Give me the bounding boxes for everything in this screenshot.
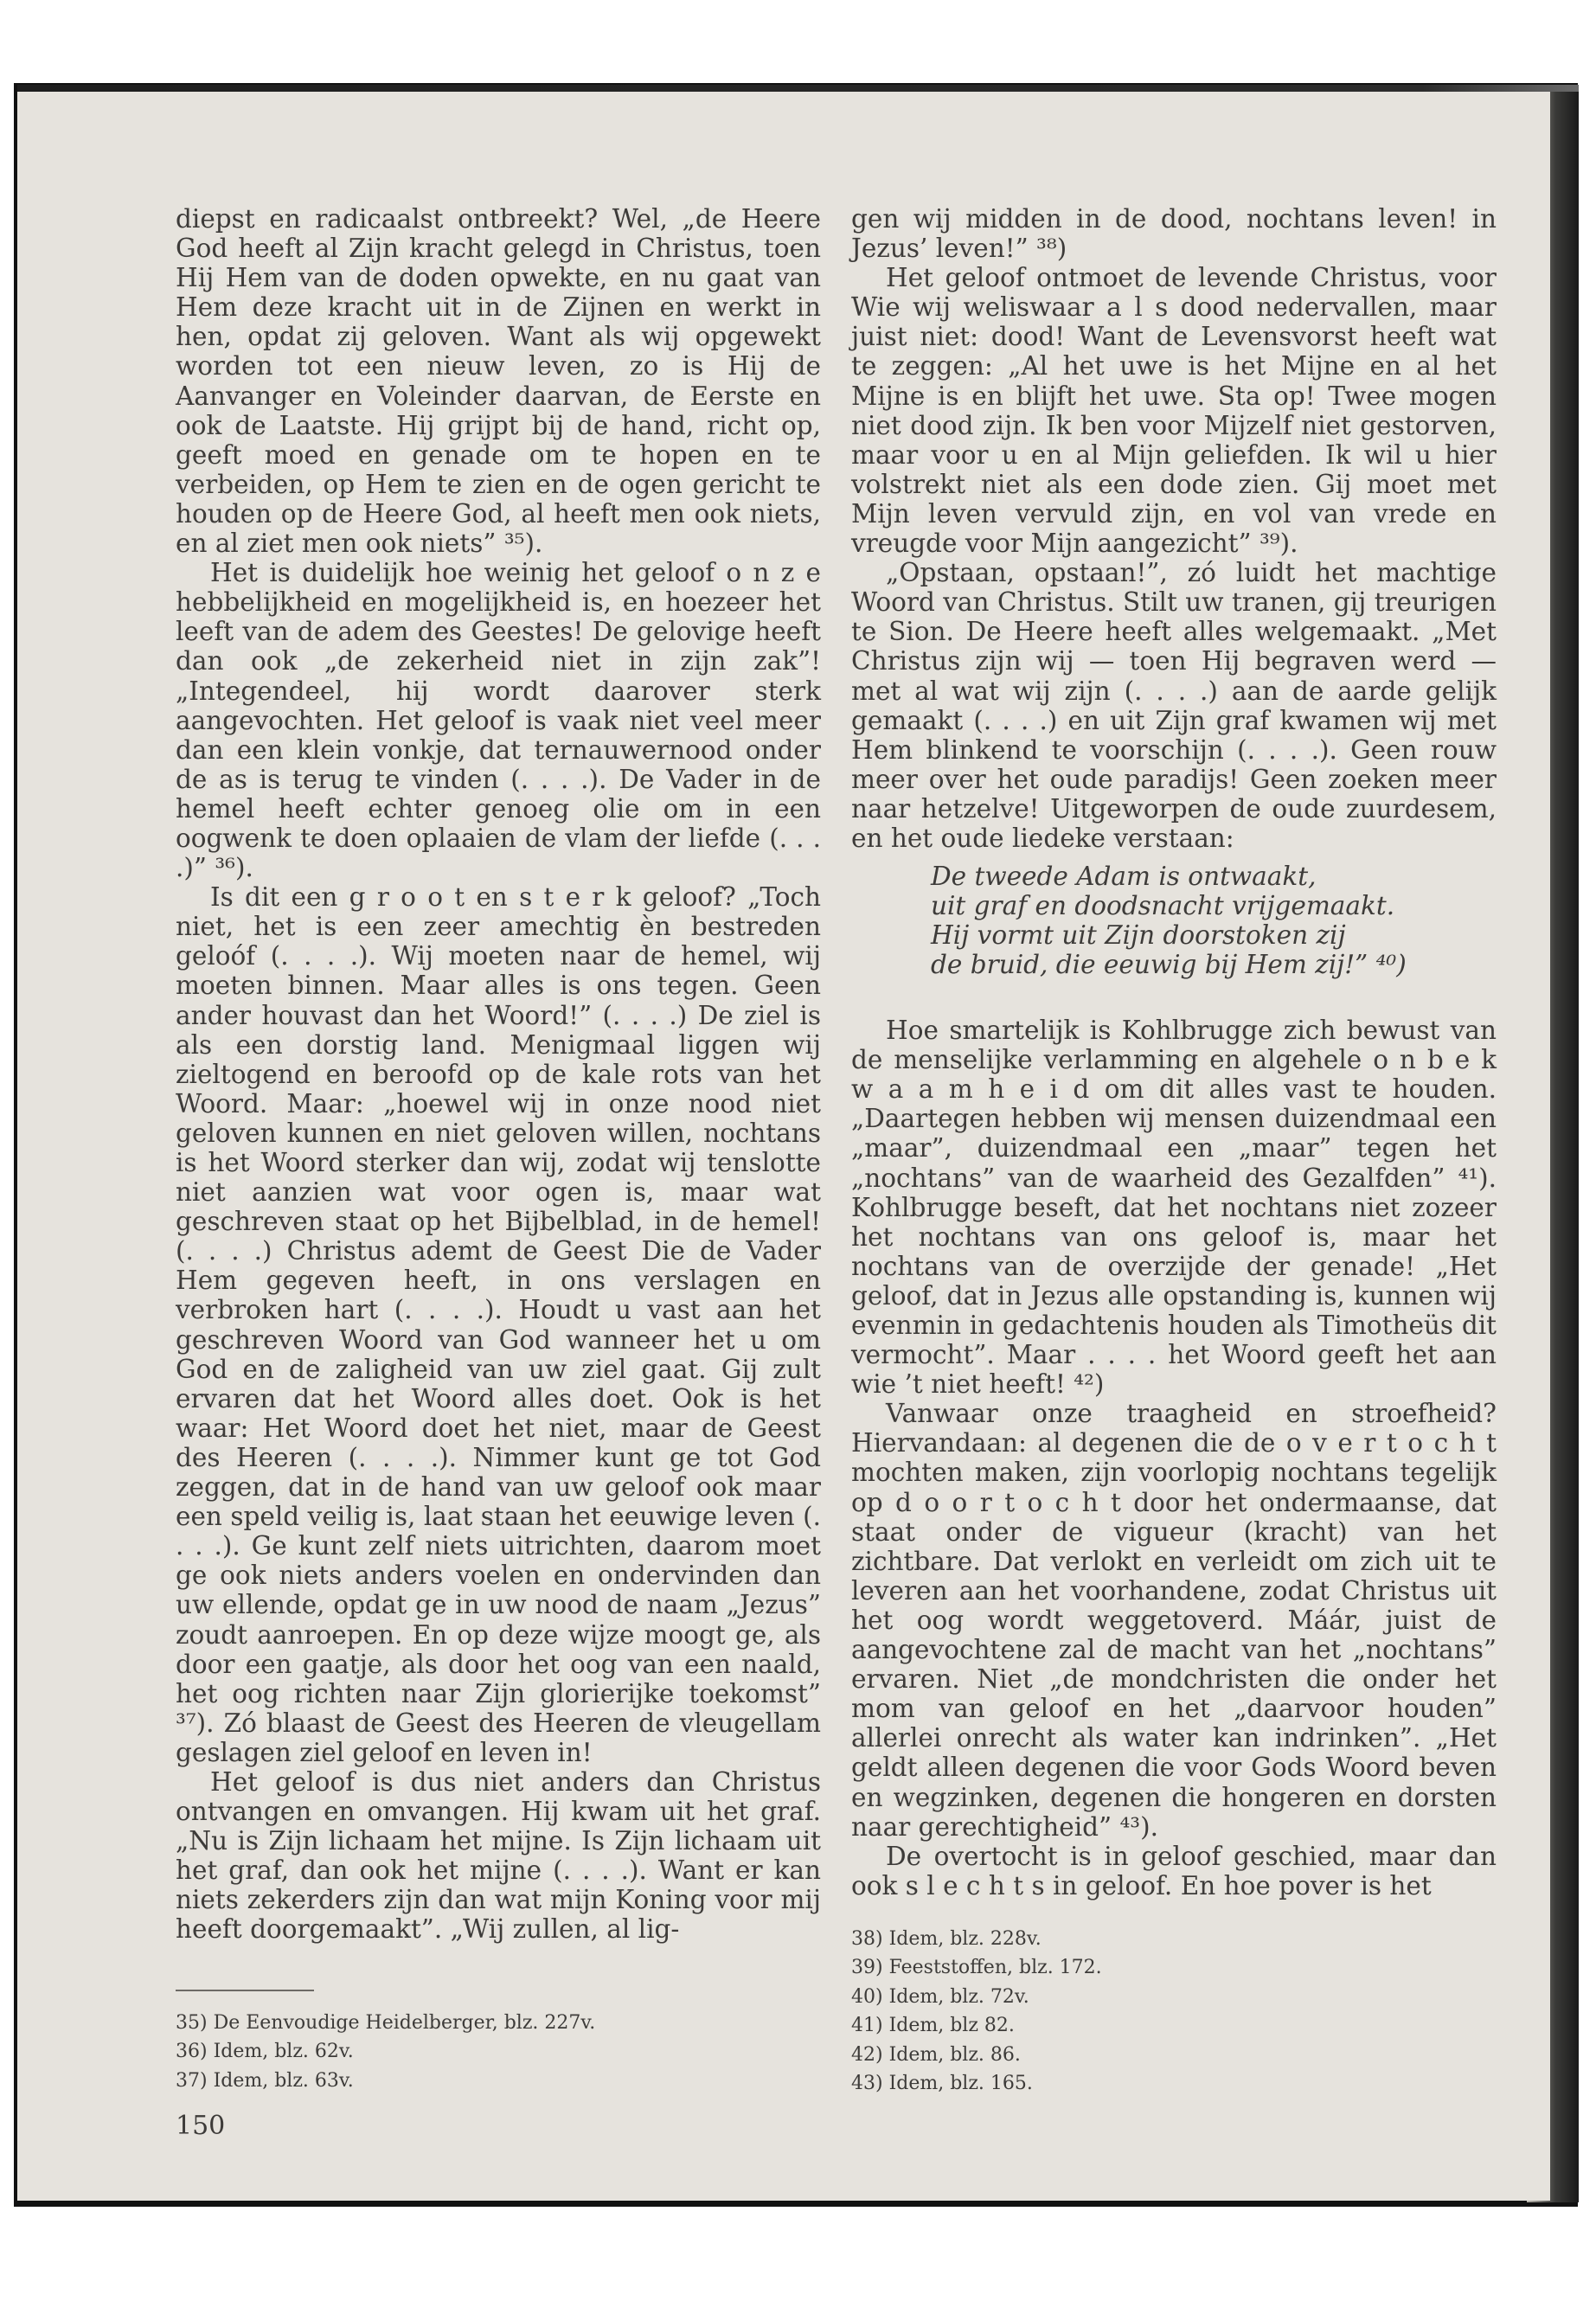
page-number: 150 — [176, 2111, 226, 2141]
verse-quote — [931, 862, 1497, 979]
footnote-divider — [176, 1990, 314, 1991]
footnote-39: 39) Feeststoffen, blz. 172. — [851, 1957, 1102, 1979]
verse-line: de bruid, die eeuwig bij Hem zij!” ⁴⁰) — [931, 950, 1407, 980]
right-paragraph-5: Vanwaar onze traagheid en stroefheid? Hiervandaan: al degenen die de o v e r t o c h t mochten maken, zijn voorlopig nochtans tegelijk op d o o r t o c h t door het ondermaanse, dat staat onder de vigueur (kracht) van het zichtbare. Dat verlokt en verleidt om zich uit te leveren aan het voorhandene, zodat Christus uit het oog wordt weggetoverd. Máár, juist de aangevochtene zal de macht van het „nochtans” ervaren. Niet „de mondchristen die onder het mom van geloof en het „daarvoor houden” allerlei onrecht als water kan indrinken”. „Het geldt alleen degenen die voor Gods Woord beven en wegzinken, degenen die hongeren en dorsten naar gerechtigheid” ⁴³). — [851, 1399, 1497, 1842]
right-paragraph-4: Hoe smartelijk is Kohlbrugge zich bewust van de menselijke verlamming en algehele o n b e k w a a m h e i d om dit alles vast te houden. „Daartegen hebben wij mensen duizendmaal een „maar”, duizendmaal een „maar” tegen het „nochtans” van de waarheid des Gezalfden” ⁴¹). Kohlbrugge beseft, dat het nochtans niet zozeer het nochtans van ons geloof is, maar het nochtans van de overzijde der genade! „Het geloof, dat in Jezus alle opstanding is, kunnen wij evenmin in gedachtenis houden als Timotheüs dit vermocht”. Maar . . . . het Woord geeft het aan wie ’t niet heeft! ⁴²) — [851, 1016, 1497, 1400]
verse-line: De tweede Adam is ontwaakt, — [931, 862, 1317, 892]
left-paragraph-3: Is dit een g r o o t en s t e r k geloof? „Toch niet, het is een zeer amechtig èn bestreden geloóf (. . . .). Wij moeten naar de hemel, wij moeten binnen. Maar alles is ons tegen. Geen ander houvast dan het Woord!” (. . . .) De ziel is als een dorstig land. Menigmaal liggen wij zieltogend en beroofd op de kale rots van het Woord. Maar: „hoewel wij in onze nood niet geloven kunnen en niet geloven willen, nochtans is het Woord sterker dan wij, zodat wij tenslotte niet aanzien wat voor ogen is, maar wat geschreven staat op het Bijbelblad, in de hemel! (. . . .) Christus ademt de Geest Die de Vader Hem gegeven heeft, in ons verslagen en verbroken hart (. . . .). Houdt u vast aan het geschreven Woord van God wanneer het u om God en de zaligheid van uw ziel gaat. Gij zult ervaren dat het Woord alles doet. Ook is het waar: Het Woord doet het niet, maar de Geest des Heeren (. . . .). Nimmer kunt ge tot God zeggen, dat in de hand van uw geloof ook maar een speld veilig is, laat staan het eeuwige leven (. . . .). Ge kunt zelf niets uitrichten, daarom moet ge ook niets anders voelen en ondervinden dan uw ellende, opdat ge in uw nood de naam „Jezus” zoudt aanroepen. En op deze wijze moogt ge, als door een gaatje, als door het oog van een naald, het oog richten naar Zijn glorierijke toekomst” ³⁷). Zó blaast de Geest des Heeren de vleugellam geslagen ziel geloof en leven in! — [176, 882, 821, 1767]
right-paragraph-1: gen wij midden in de dood, nochtans leven! in Jezus’ leven!” ³⁸) — [851, 204, 1497, 264]
left-paragraph-1: diepst en radicaalst ontbreekt? Wel, „de Heere God heeft al Zijn kracht gelegd in Christus, toen Hij Hem van de doden opwekte, en nu gaat van Hem deze kracht uit in de Zijnen en werkt in hen, opdat zij geloven. Want als wij opgewekt worden tot een nieuw leven, zo is Hij de Aanvanger en Voleinder daarvan, de Eerste en ook de Laatste. Hij grijpt bij de hand, richt op, geeft moed en genade om te hopen en te verbeiden, op Hem te zien en de ogen gericht te houden op de Heere God, al heeft men ook niets, en al ziet men ook niets” ³⁵). — [176, 204, 821, 559]
footnote-41: 41) Idem, blz 82. — [851, 2015, 1015, 2037]
footnote-40: 40) Idem, blz. 72v. — [851, 1985, 1029, 2008]
right-paragraph-6: De overtocht is in geloof geschied, maar dan ook s l e c h t s in geloof. En hoe pover is het — [851, 1841, 1497, 1900]
verse-line: uit graf en doodsnacht vrijgemaakt. — [931, 891, 1395, 921]
right-footnotes — [851, 1925, 1497, 2099]
footnote-43: 43) Idem, blz. 165. — [851, 2073, 1033, 2095]
footnote-35: 35) De Eenvoudige Heidelberger, blz. 227v. — [176, 2011, 596, 2034]
footnote-42: 42) Idem, blz. 86. — [851, 2043, 1021, 2066]
left-paragraph-2: Het is duidelijk hoe weinig het geloof o n z e hebbelijkheid en mogelijkheid is, en hoezeer het leeft van de adem des Geestes! De gelovige heeft dan ook „de zekerheid niet in zijn zak”! „Integendeel, hij wordt daarover sterk aangevochten. Het geloof is vaak niet veel meer dan een klein vonkje, dat ternauwernood onder de as is terug te vinden (. . . .). De Vader in de hemel heeft echter genoeg olie om in een oogwenk te doen oplaaien de vlam der liefde (. . . .)” ³⁶). — [176, 558, 821, 883]
footnote-38: 38) Idem, blz. 228v. — [851, 1927, 1042, 1950]
right-paragraph-3: „Opstaan, opstaan!”, zó luidt het machtige Woord van Christus. Stilt uw tranen, gij treurigen te Sion. De Heere heeft alles welgemaakt. „Met Christus zijn wij — toen Hij begraven werd — met al wat wij zijn (. . . .) aan de aarde gelijk gemaakt (. . . .) en uit Zijn graf kwamen wij met Hem blinkend te voorschijn (. . . .). Geen rouw meer over het oude paradijs! Geen zoeken meer naar hetzelve! Uitgeworpen de oude zuurdesem, en het oude liedeke verstaan: — [851, 558, 1497, 853]
left-paragraph-4: Het geloof is dus niet anders dan Christus ontvangen en omvangen. Hij kwam uit het graf. „Nu is Zijn lichaam het mijne. Is Zijn lichaam uit het graf, dan ook het mijne (. . . .). Want er kan niets zekerders zijn dan wat mijn Koning voor mij heeft doorgemaakt”. „Wij zullen, al lig- — [176, 1766, 821, 1945]
footnote-36: 36) Idem, blz. 62v. — [176, 2041, 354, 2063]
verse-line: Hij vormt uit Zijn doorstoken zij — [931, 920, 1346, 951]
footnote-37: 37) Idem, blz. 63v. — [176, 2069, 354, 2092]
left-column — [176, 204, 821, 2095]
right-paragraph-2: Het geloof ontmoet de levende Christus, voor Wie wij weliswaar a l s dood nedervallen, maar juist niet: dood! Want de Levensvorst heeft wat te zeggen: „Al het uwe is het Mijne en al het Mijne is en blijft het uwe. Sta op! Twee mogen niet dood zijn. Ik ben voor Mijzelf niet gestorven, maar voor u en al Mijn geliefden. Ik wil u hier volstrekt niet als een dode zien. Gij moet met Mijn leven vervuld zijn, en vol van vrede en vreugde voor Mijn aangezicht” ³⁹). — [851, 263, 1497, 559]
right-column — [851, 204, 1497, 2099]
